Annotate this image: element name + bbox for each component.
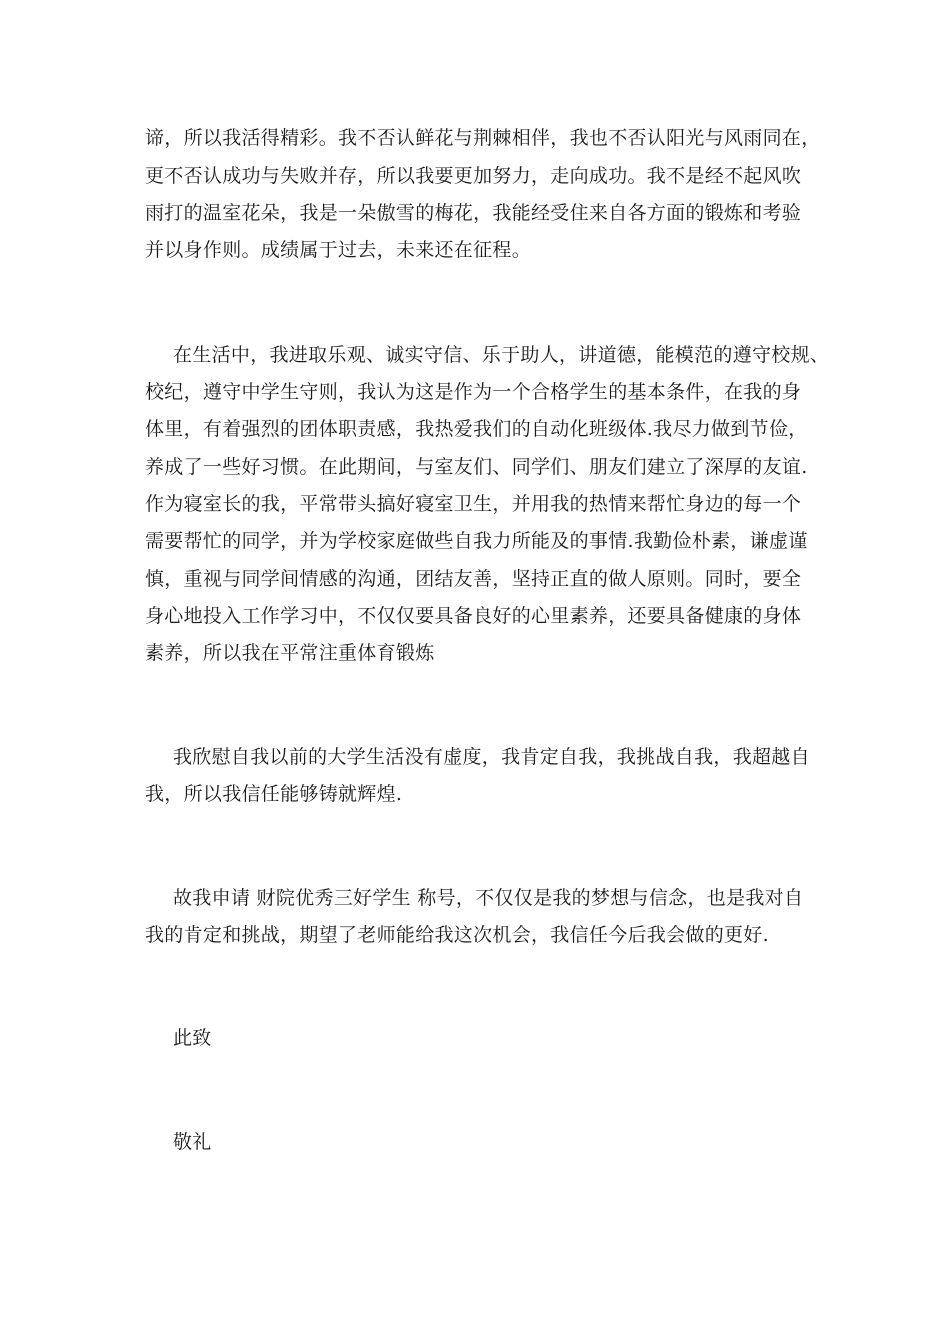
paragraph-3-line-1: 我欣慰自我以前的大学生活没有虚度，我肯定自我，我挑战自我，我超越自 bbox=[173, 746, 810, 768]
paragraph-1-line-2: 更不否认成功与失败并存，所以我要更加努力，走向成功。我不是经不起风吹 bbox=[145, 165, 802, 187]
paragraph-2-line-7: 慎，重视与同学间情感的沟通，团结友善，坚持正直的做人原则。同时，要全 bbox=[145, 568, 802, 590]
paragraph-2-line-2: 校纪，遵守中学生守则，我认为这是作为一个合格学生的基本条件，在我的身 bbox=[145, 381, 802, 403]
paragraph-2-line-4: 养成了一些好习惯。在此期间，与室友们、同学们、朋友们建立了深厚的友谊. bbox=[145, 456, 808, 478]
paragraph-1-line-4: 并以身作则。成绩属于过去，未来还在征程。 bbox=[145, 239, 532, 261]
paragraph-2-line-9: 素养，所以我在平常注重体育锻炼 bbox=[145, 642, 435, 664]
paragraph-2-line-8: 身心地投入工作学习中，不仅仅要具备良好的心里素养，还要具备健康的身体 bbox=[145, 605, 802, 627]
paragraph-4-line-2: 我的肯定和挑战，期望了老师能给我这次机会，我信任今后我会做的更好. bbox=[145, 924, 769, 946]
paragraph-2-line-6: 需要帮忙的同学，并为学校家庭做些自我力所能及的事情.我勤俭朴素，谦虚谨 bbox=[145, 530, 808, 552]
paragraph-2-line-1: 在生活中，我进取乐观、诚实守信、乐于助人，讲道德，能模范的遵守校规、 bbox=[173, 344, 830, 366]
paragraph-2-line-3: 体里，有着强烈的团体职责感，我热爱我们的自动化班级体.我尽力做到节俭， bbox=[145, 418, 808, 440]
paragraph-3-line-2: 我，所以我信任能够铸就辉煌. bbox=[145, 783, 403, 805]
closing-regards: 敬礼 bbox=[173, 1131, 212, 1153]
closing-salutation: 此致 bbox=[173, 1027, 212, 1049]
paragraph-4-line-1: 故我申请 财院优秀三好学生 称号，不仅仅是我的梦想与信念，也是我对自 bbox=[173, 887, 804, 909]
paragraph-1-line-1: 谛，所以我活得精彩。我不否认鲜花与荆棘相伴，我也不否认阳光与风雨同在， bbox=[145, 127, 821, 149]
paragraph-1-line-3: 雨打的温室花朵，我是一朵傲雪的梅花，我能经受住来自各方面的锻炼和考验 bbox=[145, 202, 802, 224]
paragraph-2-line-5: 作为寝室长的我，平常带头搞好寝室卫生，并用我的热情来帮忙身边的每一个 bbox=[145, 493, 802, 515]
